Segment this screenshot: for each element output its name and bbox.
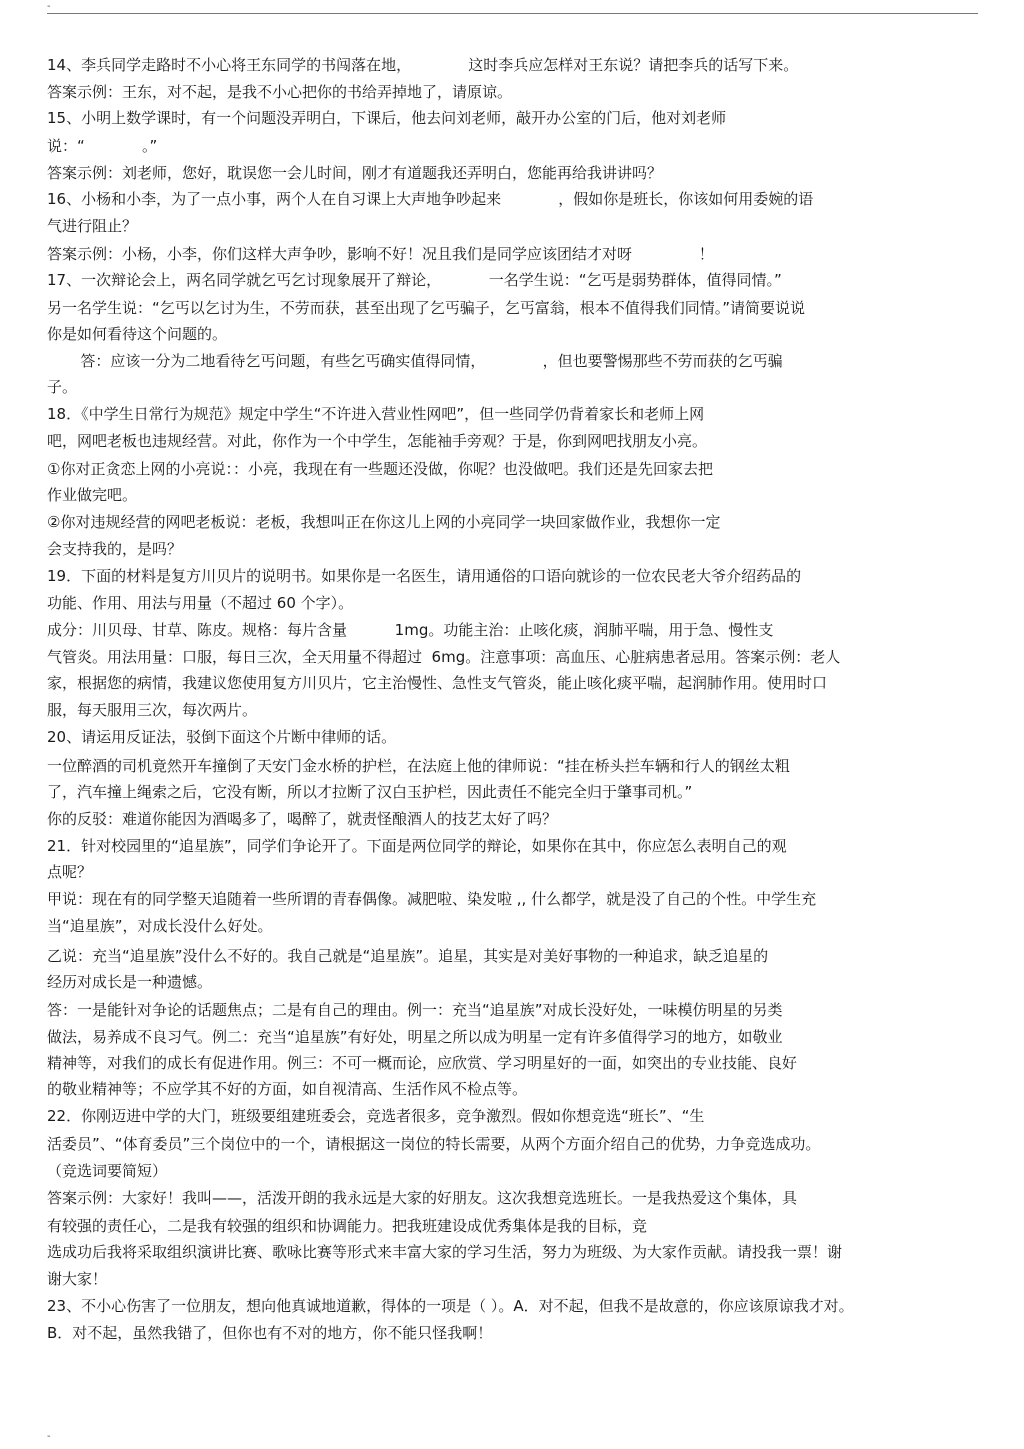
text-line: （竞选词要简短） bbox=[47, 1162, 168, 1180]
text-line: 点呢？ bbox=[47, 863, 93, 881]
text-line: B．对不起，虽然我错了，但你也有不对的地方，你不能只怪我啊！ bbox=[47, 1324, 493, 1342]
text-line: 气进行阻止？ bbox=[47, 217, 138, 235]
text-line: 乙说：充当“追星族”没什么不好的。我自己就是“追星族”。追星，其实是对美好事物的一种追求，缺乏追星的 bbox=[47, 947, 769, 965]
text-line: 会支持我的，是吗？ bbox=[47, 540, 183, 558]
text-line: 答案示例：刘老师，您好，耽误您一会儿时间，刚才有道题我还弄明白，您能再给我讲讲吗？ bbox=[47, 164, 663, 182]
text-line: 另一名学生说：“乞丐以乞讨为生，不劳而获，甚至出现了乞丐骗子，乞丐富翁，根本不值得我们同情。”请简要说说 bbox=[47, 299, 806, 317]
text-line: 吧，网吧老板也违规经营。对此，你作为一个中学生，怎能袖手旁观？于是，你到网吧找朋友小亮。 bbox=[47, 432, 708, 450]
text-line: 作业做完吧。 bbox=[47, 486, 138, 504]
text-line: 19．下面的材料是复方川贝片的说明书。如果你是一名医生，请用通俗的口语向就诊的一位农民老大爷介绍药品的 bbox=[47, 567, 802, 585]
text-line: 当“追星族”，对成长没什么好处。 bbox=[47, 917, 273, 935]
text-line: 气管炎。用法用量：口服，每日三次，全天用量不得超过 6mg。注意事项：高血压、心脏病患者忌用。答案示例：老人 bbox=[47, 648, 841, 666]
text-line: 你的反驳：难道你能因为酒喝多了，喝醉了，就责怪酿酒人的技艺太好了吗？ bbox=[47, 810, 558, 828]
text-line: 答案示例：王东，对不起，是我不小心把你的书给弄掉地了，请原谅。 bbox=[47, 83, 513, 101]
text-line: 16、小杨和小李，为了一点小事，两个人在自习课上大声地争吵起来 ，假如你是班长，你该如何用委婉的语 bbox=[47, 190, 814, 208]
text-line: 成分：川贝母、甘草、陈皮。规格：每片含量 1mg。功能主治：止咳化痰，润肺平喘，用于急、慢性支 bbox=[47, 621, 774, 639]
text-line: 选成功后我将采取组织演讲比赛、歌咏比赛等形式来丰富大家的学习生活，努力为班级、为大家作贡献。请投我一票！谢 bbox=[47, 1243, 843, 1261]
text-line: 经历对成长是一种遗憾。 bbox=[47, 973, 213, 991]
text-line: 答：应该一分为二地看待乞丐问题，有些乞丐确实值得同情， ，但也要警惕那些不劳而获的乞丐骗 bbox=[47, 352, 783, 370]
text-line: ①你对正贪恋上网的小亮说：：小亮，我现在有一些题还没做，你呢？也没做吧。我们还是先回家去把 bbox=[47, 460, 713, 478]
text-line: 谢大家！ bbox=[47, 1270, 108, 1288]
text-line: 一位醉酒的司机竟然开车撞倒了天安门金水桥的护栏，在法庭上他的律师说：“挂在桥头拦车辆和行人的钢丝太粗 bbox=[47, 757, 790, 775]
text-line: 答：一是能针对争论的话题焦点；二是有自己的理由。例一：充当“追星族”对成长没好处，一味模仿明星的另类 bbox=[47, 1001, 783, 1019]
text-line: 做法，易养成不良习气。例二：充当“追星族”有好处，明星之所以成为明星一定有许多值得学习的地方，如敬业 bbox=[47, 1028, 783, 1046]
text-line: 子。 bbox=[47, 378, 78, 396]
text-line: 14、李兵同学走路时不小心将王东同学的书闯落在地， 这时李兵应怎样对王东说？请把李兵的话写下来。 bbox=[47, 56, 799, 74]
text-line: 22．你刚迈进中学的大门，班级要组建班委会，竞选者很多，竞争激烈。假如你想竞选“班长”、“生 bbox=[47, 1107, 705, 1125]
text-line: 的敬业精神等；不应学其不好的方面，如自视清高、生活作风不检点等。 bbox=[47, 1080, 528, 1098]
text-line: 活委员”、“体育委员”三个岗位中的一个，请根据这一岗位的特长需要，从两个方面介绍自己的优势，力争竞选成功。 bbox=[47, 1135, 821, 1153]
text-line: 服，每天服用三次，每次两片。 bbox=[47, 701, 258, 719]
text-line: 你是如何看待这个问题的。 bbox=[47, 325, 228, 343]
text-line: 答案示例：大家好！我叫——，活泼开朗的我永远是大家的好朋友。这次我想竞选班长。一是我热爱这个集体，具 bbox=[47, 1189, 798, 1207]
text-line: 23、不小心伤害了一位朋友，想向他真诚地道歉，得体的一项是（ ）。A．对不起，但我不是故意的，你应该原谅我才对。 bbox=[47, 1297, 854, 1315]
text-line: 了，汽车撞上绳索之后，它没有断，所以才拉断了汉白玉护栏，因此责任不能完全归于肇事司机。” bbox=[47, 783, 693, 801]
text-line: 17、一次辩论会上，两名同学就乞丐乞讨现象展开了辩论， 一名学生说：“乞丐是弱势群体，值得同情。” bbox=[47, 271, 782, 289]
text-line: 21．针对校园里的“追星族”，同学们争论开了。下面是两位同学的辩论，如果你在其中，你应怎么表明自己的观 bbox=[47, 837, 787, 855]
text-line: 功能、作用、用法与用量（不超过 60 个字）。 bbox=[47, 594, 354, 612]
text-line: 有较强的责任心，二是我有较强的组织和协调能力。把我班建设成优秀集体是我的目标，竞 bbox=[47, 1217, 648, 1235]
text-line: 答案示例：小杨，小李，你们这样大声争吵，影响不好！况且我们是同学应该团结才对呀 ！ bbox=[47, 245, 714, 263]
text-line: 精神等，对我们的成长有促进作用。例三：不可一概而论，应欣赏、学习明星好的一面，如突出的专业技能、良好 bbox=[47, 1054, 798, 1072]
text-line: 18．《中学生日常行为规范》规定中学生“不许进入营业性网吧”，但一些同学仍背着家长和老师上网 bbox=[47, 405, 705, 423]
text-line: 甲说：现在有的同学整天追随着一些所谓的青春偶像。减肥啦、染发啦 ,, 什么都学，就是没了自己的个性。中学生充 bbox=[47, 890, 817, 908]
header-rule bbox=[47, 13, 978, 14]
text-line: 20、请运用反证法，驳倒下面这个片断中律师的话。 bbox=[47, 728, 397, 746]
text-line: ②你对违规经营的网吧老板说：老板，我想叫正在你这儿上网的小亮同学一块回家做作业，我想你一定 bbox=[47, 513, 721, 531]
page-top-mark: - bbox=[47, 1, 51, 12]
text-line: 15、小明上数学课时，有一个问题没弄明白，下课后，他去问刘老师，敲开办公室的门后，他对刘老师 bbox=[47, 109, 727, 127]
text-line: 家，根据您的病情，我建议您使用复方川贝片，它主治慢性、急性支气管炎，能止咳化痰平喘，起润肺作用。使用时口 bbox=[47, 674, 828, 692]
page-bottom-mark: - bbox=[47, 1431, 51, 1442]
text-line: 说：“ 。” bbox=[47, 137, 158, 155]
